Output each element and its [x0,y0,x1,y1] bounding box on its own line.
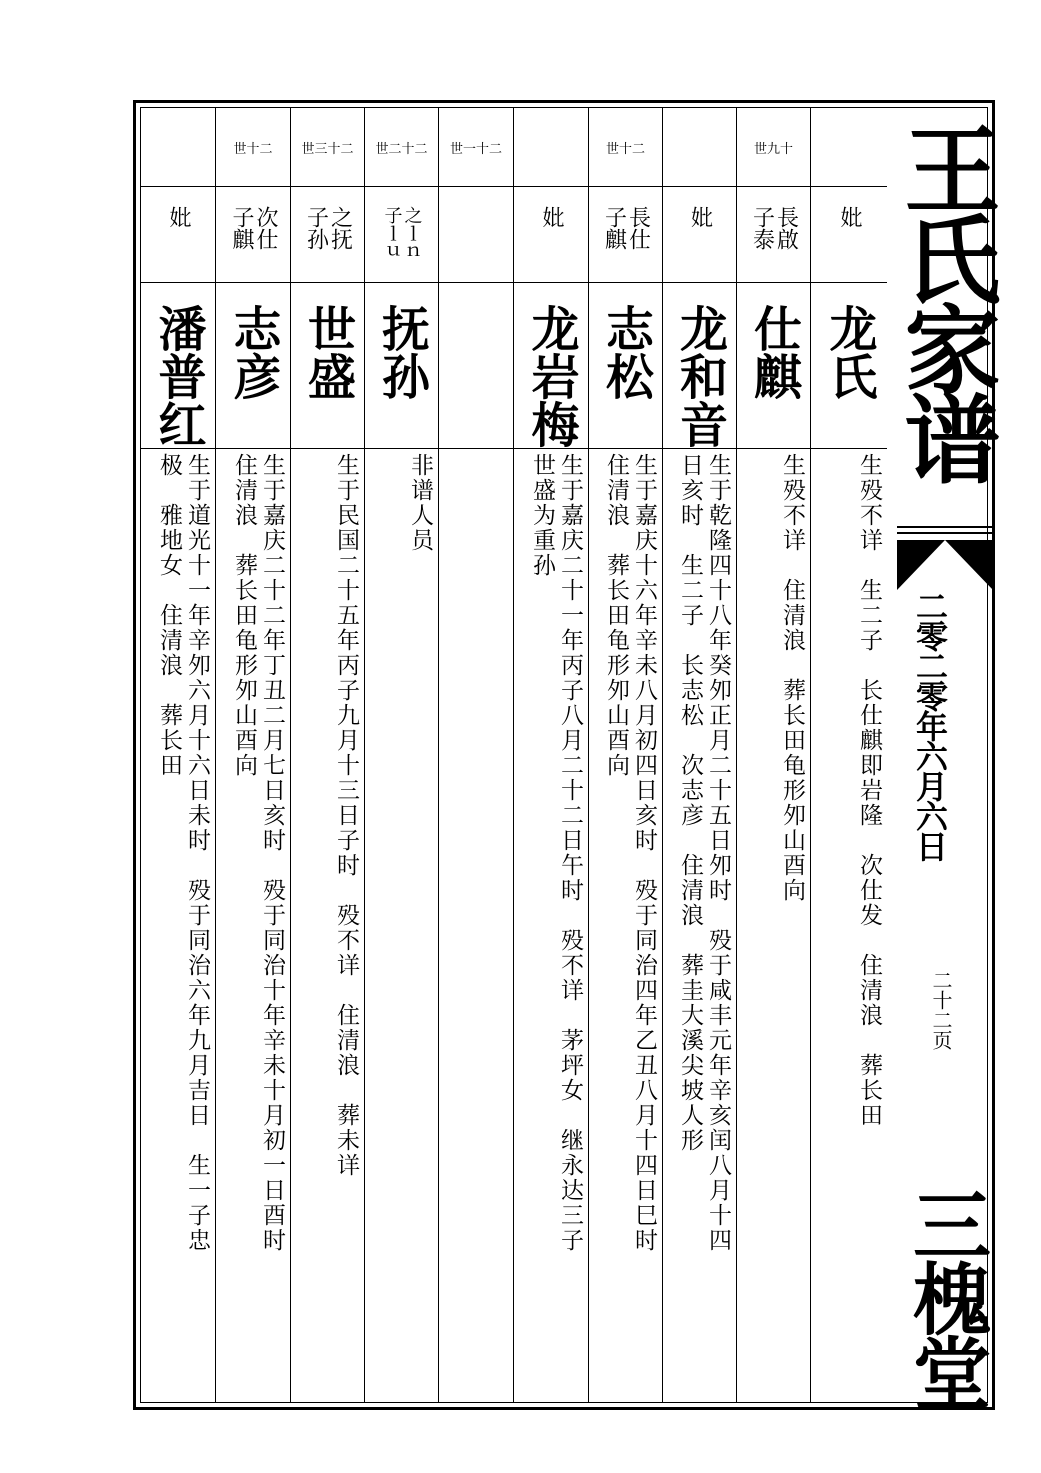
biography-text: 生殁不详 生二子 长仕麒即岩隆 次仕发 住清浪 葬长田 [856,453,882,1128]
entry-column [216,108,291,1402]
person-name: 志彦 [225,304,281,400]
page-number: 二十二页 [929,970,953,1050]
biography-text: 生于乾隆四十八年癸夘正月二十五日夘时 殁于咸丰元年辛亥闰八月十四 日亥时 生二子 长志松 次志彦 住清浪 葬圭大溪尖坡人形 [677,453,731,1253]
biography-text: 生于民国二十五年丙子九月十三日子时 殁不详 住清浪 葬未详 [333,453,359,1178]
entry-column [141,108,216,1402]
generation-label: 世九十 [753,142,794,157]
relation-label: 妣 [837,206,862,228]
person-name: 志松 [597,304,654,400]
biography-text: 生于嘉庆二十一年丙子八月二十二日午时 殁不详 茅坪女 继永达三子 世盛为重孙 [529,453,583,1253]
title-rule [897,526,993,528]
entry-column [737,108,811,1402]
person-name: 世盛 [299,304,356,400]
book-title: 王氏家谱 [889,120,1001,480]
generation-label: 世十二 [233,142,273,157]
entry-column [514,108,589,1402]
generation-label: 世十二 [605,142,646,157]
entry-column [589,108,663,1402]
person-name: 抚孙 [373,304,430,400]
biography-text: 生殁不详 住清浪 葬长田龟形夘山酉向 [779,453,805,903]
genealogy-table [141,108,887,1402]
biography-text: 生于道光十一年辛夘六月十六日未时 殁于同治六年九月吉日 生一子忠 极 雅地女 住清浪 葬长田 [156,453,210,1253]
relation-label: 長啟 子泰 [749,206,799,250]
person-name: 龙和音 [671,304,728,448]
biography-text: 生于嘉庆十六年辛未八月初四日亥时 殁于同治四年乙丑八月十四日巳时 住清浪 葬长田龟形夘山酉向 [603,453,657,1253]
compile-date: 二零二零年六月六日 [911,590,949,860]
relation-label: 妣 [687,206,713,228]
entry-column [291,108,365,1402]
person-name: 龙氏 [821,304,877,400]
relation-label: 長仕 子麒 [601,206,651,250]
hall-name: 三槐堂 [900,1185,990,1407]
entry-column [811,108,887,1402]
generation-label: 世一十二 [449,142,503,157]
generation-label: 世二十二 [375,142,428,157]
entry-column [365,108,439,1402]
title-rule [897,532,993,534]
chevron-ornament-icon [897,540,993,590]
entry-column [663,108,737,1402]
person-name: 仕麒 [745,304,802,400]
entry-column [439,108,514,1402]
biography-text: 生于嘉庆二十二年丁丑二月七日亥时 殁于同治十年辛未十月初一日酉时 住清浪 葬长田龟形夘山酉向 [231,453,285,1253]
relation-label: 妣 [166,206,191,228]
person-name: 潘普红 [150,304,206,448]
relation-label: 之抚 子孙 [303,206,353,250]
generation-label: 世三十二 [301,142,354,157]
person-name: 龙岩梅 [523,304,579,448]
relation-label: 之ｌｎ 子ｌｕ [381,206,423,260]
biography-text: 非谱人员 [407,453,433,553]
relation-label: 次仕 子麒 [229,206,278,250]
relation-label: 妣 [539,206,564,228]
